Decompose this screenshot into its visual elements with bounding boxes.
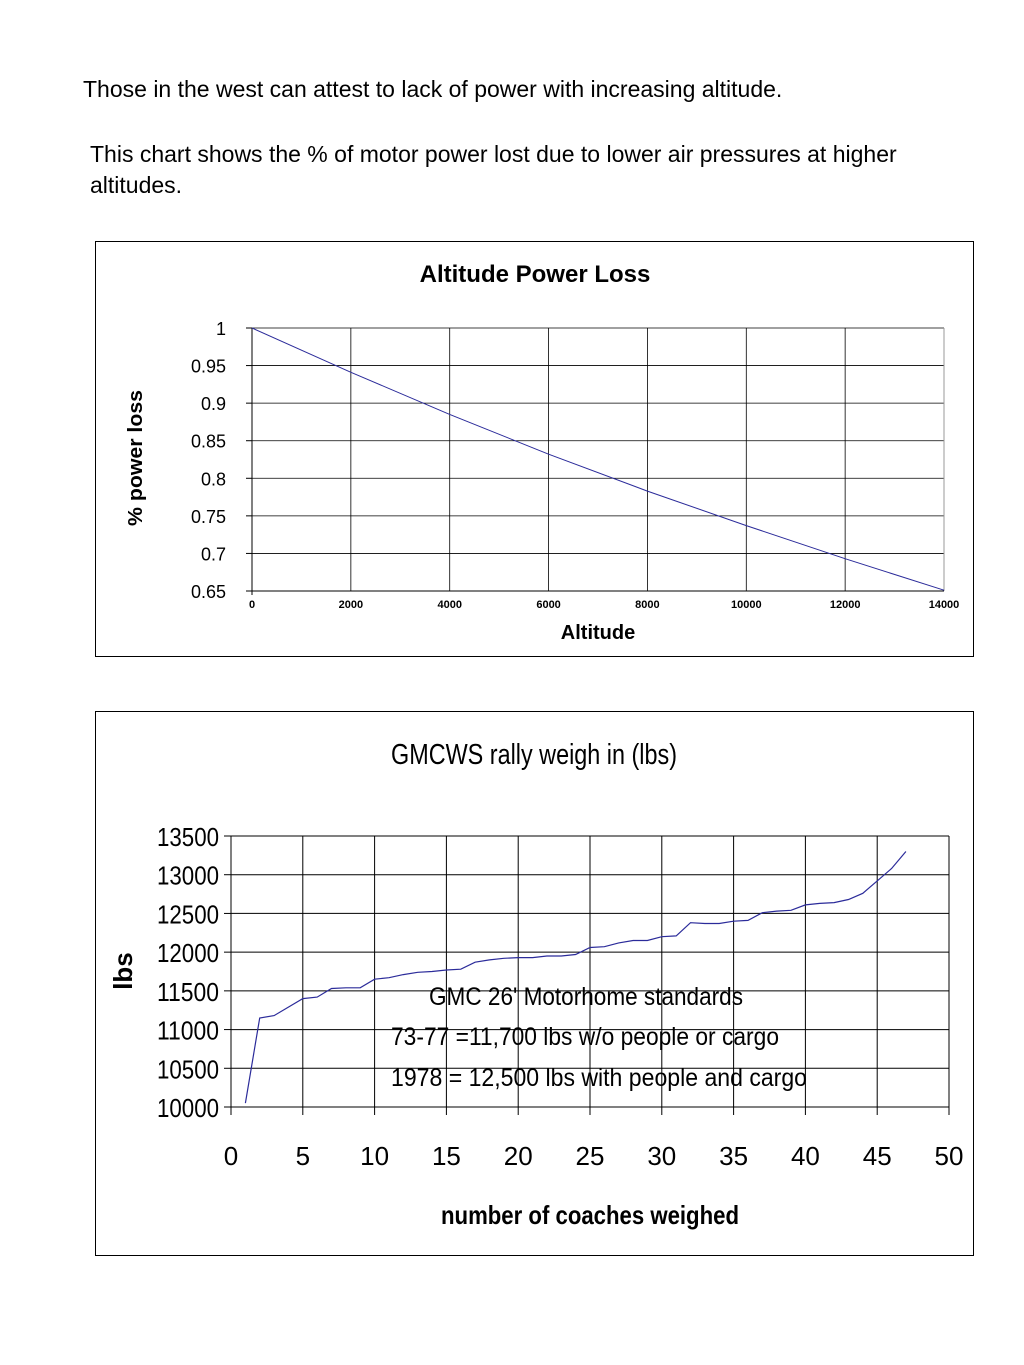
x-tick-label: 0 (248, 599, 256, 611)
y-tick-label: 0.75 (190, 506, 226, 527)
x-tick-label: 10000 (730, 599, 762, 611)
y-tick-label: 11000 (157, 1015, 219, 1046)
chart-title: GMCWS rally weigh in (lbs) (391, 739, 677, 771)
y-tick-label: 0.9 (200, 394, 226, 415)
y-tick-label: 0.85 (190, 431, 226, 452)
x-tick-label: 5 (295, 1141, 311, 1171)
x-tick-label: 20 (503, 1141, 533, 1171)
x-tick-label: 4000 (437, 599, 462, 611)
x-axis-label: Altitude (560, 622, 636, 644)
y-tick-label: 13500 (157, 822, 219, 852)
y-tick-label: 0.7 (200, 544, 226, 565)
altitude-chart (96, 242, 973, 656)
y-tick-label: 12500 (157, 899, 219, 930)
y-axis-label: % power loss (125, 398, 147, 526)
annotation-line: 1978 = 12,500 lbs with people and cargo (391, 1064, 807, 1092)
x-tick-label: 35 (719, 1141, 749, 1171)
weigh-in-chart-frame (95, 711, 974, 1256)
y-tick-label: 1 (215, 319, 226, 339)
weigh-in-chart (96, 712, 973, 1255)
x-tick-label: 14000 (928, 599, 960, 611)
x-tick-label: 30 (647, 1141, 677, 1171)
x-tick-label: 2000 (338, 599, 364, 611)
x-tick-label: 6000 (536, 599, 561, 611)
x-tick-label: 10 (360, 1141, 390, 1171)
x-tick-label: 50 (934, 1141, 964, 1171)
y-tick-label: 12000 (157, 938, 219, 969)
x-tick-label: 25 (575, 1141, 605, 1171)
y-tick-label: 11500 (157, 976, 219, 1007)
y-tick-label: 0.95 (190, 356, 226, 377)
y-tick-label: 0.8 (200, 469, 226, 490)
y-tick-label: 13000 (157, 860, 219, 891)
y-tick-label: 0.65 (190, 582, 226, 602)
x-tick-label: 40 (790, 1141, 820, 1171)
annotation-line: 73-77 =11,700 lbs w/o people or cargo (391, 1023, 779, 1051)
intro-line-1: Those in the west can attest to lack of power with increasing altitude. (83, 76, 783, 102)
chart-title: Altitude Power Loss (419, 261, 651, 288)
y-tick-label: 10000 (157, 1093, 219, 1123)
x-tick-label: 45 (862, 1141, 892, 1171)
x-tick-label: 0 (223, 1141, 239, 1171)
intro-line-2: This chart shows the % of motor power lost due to lower air pressures at higher altitudes. (90, 141, 897, 198)
y-axis-label: lbs (108, 952, 138, 990)
annotation-line: GMC 26' Motorhome standards (429, 983, 743, 1011)
x-axis-label: number of coaches weighed (441, 1200, 739, 1230)
y-tick-label: 10500 (157, 1054, 219, 1085)
x-tick-label: 8000 (635, 599, 660, 611)
altitude-chart-frame (95, 241, 974, 657)
x-tick-label: 12000 (829, 599, 861, 611)
series-line (252, 328, 944, 590)
x-tick-label: 15 (431, 1141, 461, 1171)
